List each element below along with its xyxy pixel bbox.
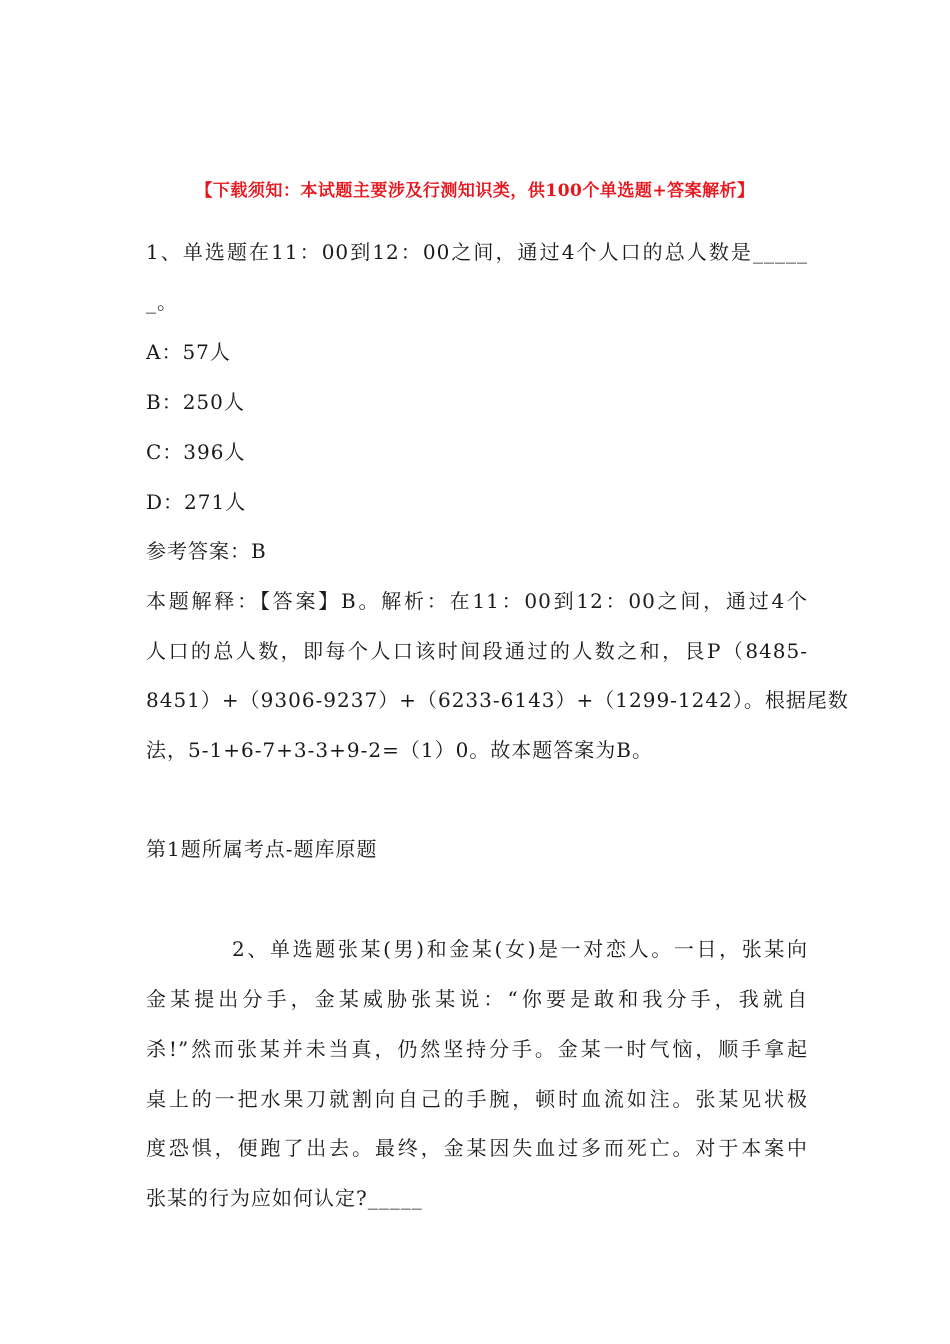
explanation-line-1: 本题解释：【答案】B。解析：在11：00到12：00之间，通过4个	[146, 589, 808, 613]
option-c: C：396人	[146, 440, 246, 464]
explanation-line-3: 8451）+（9306-9237）+（6233-6143）+（1299-1242）。根据尾数	[146, 688, 849, 712]
download-notice: 【下载须知：本试题主要涉及行测知识类，供100个单选题+答案解析】	[195, 181, 755, 201]
option-a: A：57人	[146, 340, 231, 364]
question-2-stem-line-4: 桌上的一把水果刀就割向自己的手腕，顿时血流如注。张某见状极	[146, 1087, 808, 1111]
question-2-stem-line-5: 度恐惧，便跑了出去。最终，金某因失血过多而死亡。对于本案中	[146, 1136, 808, 1160]
option-d: D：271人	[146, 490, 247, 514]
explanation-line-2: 人口的总人数，即每个人口该时间段通过的人数之和，艮P（8485-	[146, 639, 808, 663]
explanation-line-4: 法，5-1+6-7+3-3+9-2=（1）0。故本题答案为B。	[146, 738, 654, 762]
question-2-stem-line-1: 2、单选题张某(男)和金某(女)是一对恋人。一日，张某向	[232, 937, 808, 961]
question-2-stem-line-3: 杀!”然而张某并未当真，仍然坚持分手。金某一时气恼，顺手拿起	[146, 1037, 808, 1061]
topic-label: 第1题所属考点-题库原题	[146, 837, 378, 861]
question-1-stem-line-1: 1、单选题在11：00到12：00之间，通过4个人口的总人数是_____	[146, 240, 808, 264]
question-2-stem-line-2: 金某提出分手，金某威胁张某说：“你要是敢和我分手，我就自	[146, 987, 808, 1011]
reference-answer: 参考答案：B	[146, 539, 267, 563]
question-2-stem-line-6: 张某的行为应如何认定?_____	[146, 1186, 423, 1210]
question-1-stem-line-2: _。	[146, 290, 178, 314]
option-b: B：250人	[146, 390, 245, 414]
